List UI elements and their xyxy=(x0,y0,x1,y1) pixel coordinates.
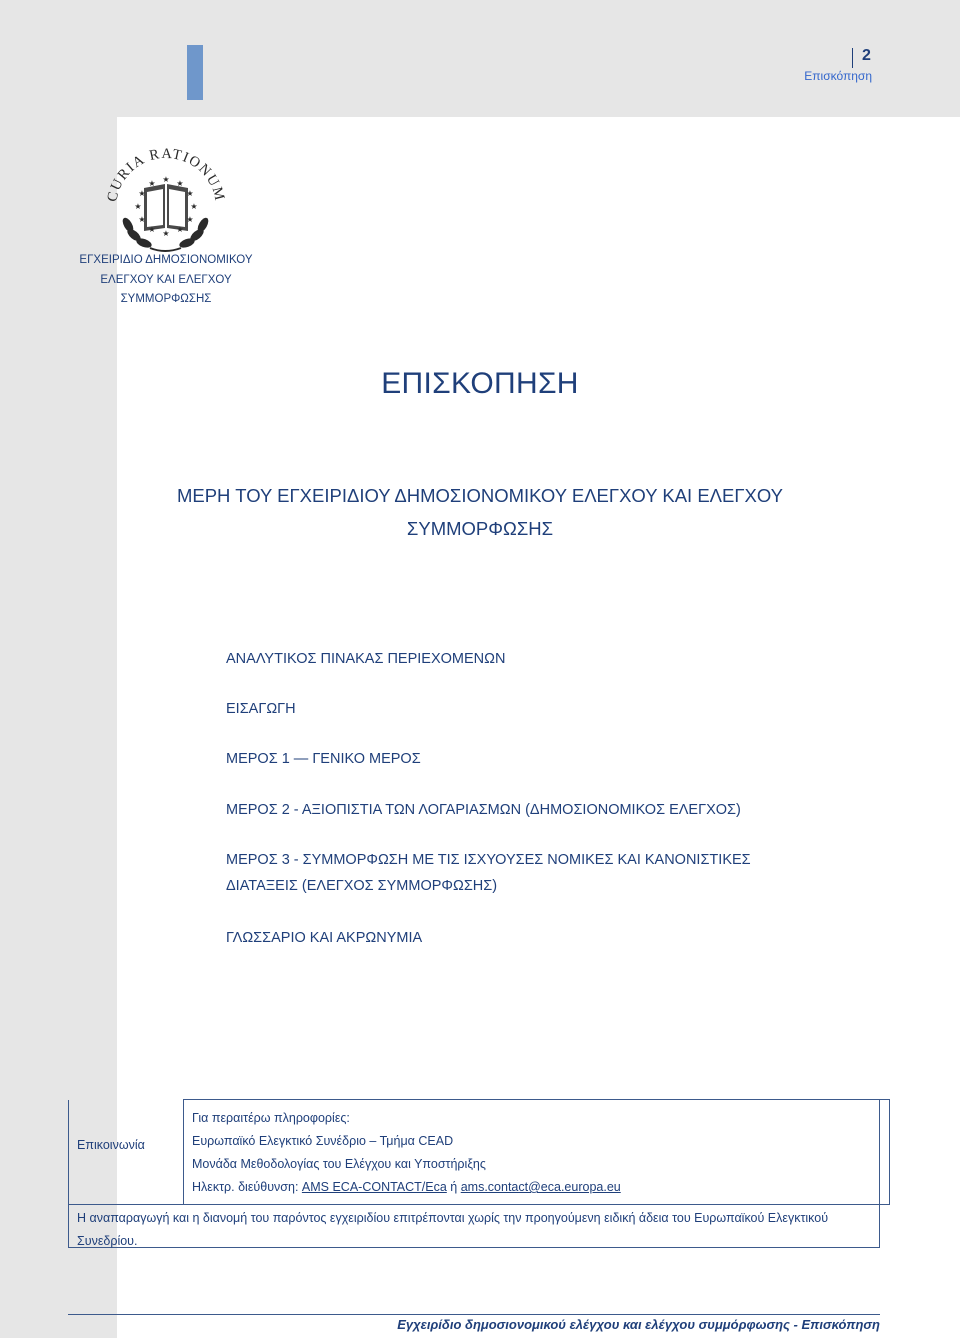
manual-title-line: ΕΓΧΕΙΡΙΔΙΟ ΔΗΜΟΣΙΟΝΟΜΙΚΟΥ xyxy=(79,254,253,266)
header-band xyxy=(0,0,960,117)
contact-unit: Μονάδα Μεθοδολογίας του Ελέγχου και Υποστήριξης xyxy=(192,1157,486,1171)
contact-email-link[interactable]: ams.contact@eca.europa.eu xyxy=(460,1180,621,1194)
page-number-rule xyxy=(852,48,853,68)
eca-logo xyxy=(98,130,233,255)
contact-email-prefix: Ηλεκτρ. διεύθυνση: xyxy=(192,1180,302,1194)
svg-text:★: ★ xyxy=(186,189,194,198)
contact-box-row-divider xyxy=(68,1204,890,1205)
toc-item-glossary[interactable] xyxy=(226,925,866,951)
svg-text:★: ★ xyxy=(176,225,184,234)
toc-item-part-2[interactable] xyxy=(226,797,866,823)
header-section-title: Επισκόπηση xyxy=(804,69,872,83)
page-title: ΕΠΙΣΚΟΠΗΣΗ xyxy=(381,367,579,400)
toc-item-label: ΕΙΣΑΓΩΓΗ xyxy=(226,701,296,717)
svg-text:★: ★ xyxy=(162,229,170,238)
svg-text:★: ★ xyxy=(138,215,146,224)
reproduction-notice: Η αναπαραγωγή και η διανομή του παρόντος εγχειριδίου επιτρέπονται χωρίς την προηγούμενη ειδική άδεια του Ευρωπαϊκού Ελεγκτικού Συνεδρίου. xyxy=(77,1211,829,1248)
toc-item-part-3[interactable] xyxy=(226,847,866,899)
subtitle-line: ΜΕΡΗ ΤΟΥ ΕΓΧΕΙΡΙΔΙΟΥ ΔΗΜΟΣΙΟΝΟΜΙΚΟΥ ΕΛΕΓΧΟΥ ΚΑΙ ΕΛΕΓΧΟΥ xyxy=(176,485,784,506)
svg-text:★: ★ xyxy=(162,175,170,184)
contact-organisation: Ευρωπαϊκό Ελεγκτικό Συνέδριο – Τμήμα CEAD xyxy=(192,1134,454,1148)
toc-item-label: ΜΕΡΟΣ 2 - ΑΞΙΟΠΙΣΤΙΑ ΤΩΝ ΛΟΓΑΡΙΑΣΜΩΝ (ΔΗΜΟΣΙΟΝΟΜΙΚΟΣ ΕΛΕΓΧΟΣ) xyxy=(226,802,741,818)
toc-item-label: ΜΕΡΟΣ 3 - ΣΥΜΜΟΡΦΩΣΗ ΜΕ ΤΙΣ ΙΣΧΥΟΥΣΕΣ ΝΟΜΙΚΕΣ ΚΑΙ ΚΑΝΟΝΙΣΤΙΚΕΣ xyxy=(226,852,751,868)
logo-motto: CURIA RATIONUM xyxy=(104,145,228,204)
toc-item-detailed-contents[interactable] xyxy=(226,646,866,672)
toc-item-label: ΔΙΑΤΑΞΕΙΣ (ΕΛΕΓΧΟΣ ΣΥΜΜΟΡΦΩΣΗΣ) xyxy=(226,878,498,894)
header-accent-bar xyxy=(187,45,203,100)
svg-text:★: ★ xyxy=(148,179,156,188)
toc-item-part-1[interactable] xyxy=(226,746,866,772)
page-subtitle xyxy=(0,479,960,545)
svg-text:★: ★ xyxy=(176,179,184,188)
contact-email-or: ή xyxy=(446,1180,461,1194)
contact-email-link-internal[interactable]: AMS ECA-CONTACT/Eca xyxy=(301,1180,447,1194)
manual-title-line: ΣΥΜΜΟΡΦΩΣΗΣ xyxy=(120,293,212,305)
toc-item-label: ΓΛΩΣΣΑΡΙΟ ΚΑΙ ΑΚΡΩΝΥΜΙΑ xyxy=(226,930,423,946)
svg-text:★: ★ xyxy=(148,225,156,234)
contact-details xyxy=(192,1107,621,1199)
svg-text:★: ★ xyxy=(190,202,198,211)
page-footer: Εγχειρίδιο δημοσιονομικού ελέγχου και ελέγχου συμμόρφωσης - Επισκόπηση xyxy=(397,1317,880,1332)
page-number: 2 xyxy=(862,47,871,64)
eca-book-stars-laurel-logo-icon xyxy=(98,130,233,255)
contact-box-right-border xyxy=(889,1099,890,1205)
contact-box-top-border xyxy=(183,1099,890,1100)
toc-item-introduction[interactable] xyxy=(226,696,866,722)
footer-rule xyxy=(68,1314,880,1315)
toc-item-label: ΑΝΑΛΥΤΙΚΟΣ ΠΙΝΑΚΑΣ ΠΕΡΙΕΧΟΜΕΝΩΝ xyxy=(226,651,506,667)
manual-title xyxy=(73,251,259,310)
svg-text:★: ★ xyxy=(138,189,146,198)
subtitle-line: ΣΥΜΜΟΡΦΩΣΗΣ xyxy=(406,518,554,539)
toc-item-label: ΜΕΡΟΣ 1 — ΓΕΝΙΚΟ ΜΕΡΟΣ xyxy=(226,751,421,767)
manual-title-line: ΕΛΕΓΧΟΥ ΚΑΙ ΕΛΕΓΧΟΥ xyxy=(100,273,232,286)
contact-box-column-divider xyxy=(183,1100,184,1205)
svg-text:★: ★ xyxy=(186,215,194,224)
contact-label: Επικοινωνία xyxy=(77,1138,145,1152)
contact-intro: Για περαιτέρω πληροφορίες: xyxy=(192,1111,350,1125)
contact-email-line xyxy=(192,1176,621,1199)
svg-text:★: ★ xyxy=(134,202,142,211)
